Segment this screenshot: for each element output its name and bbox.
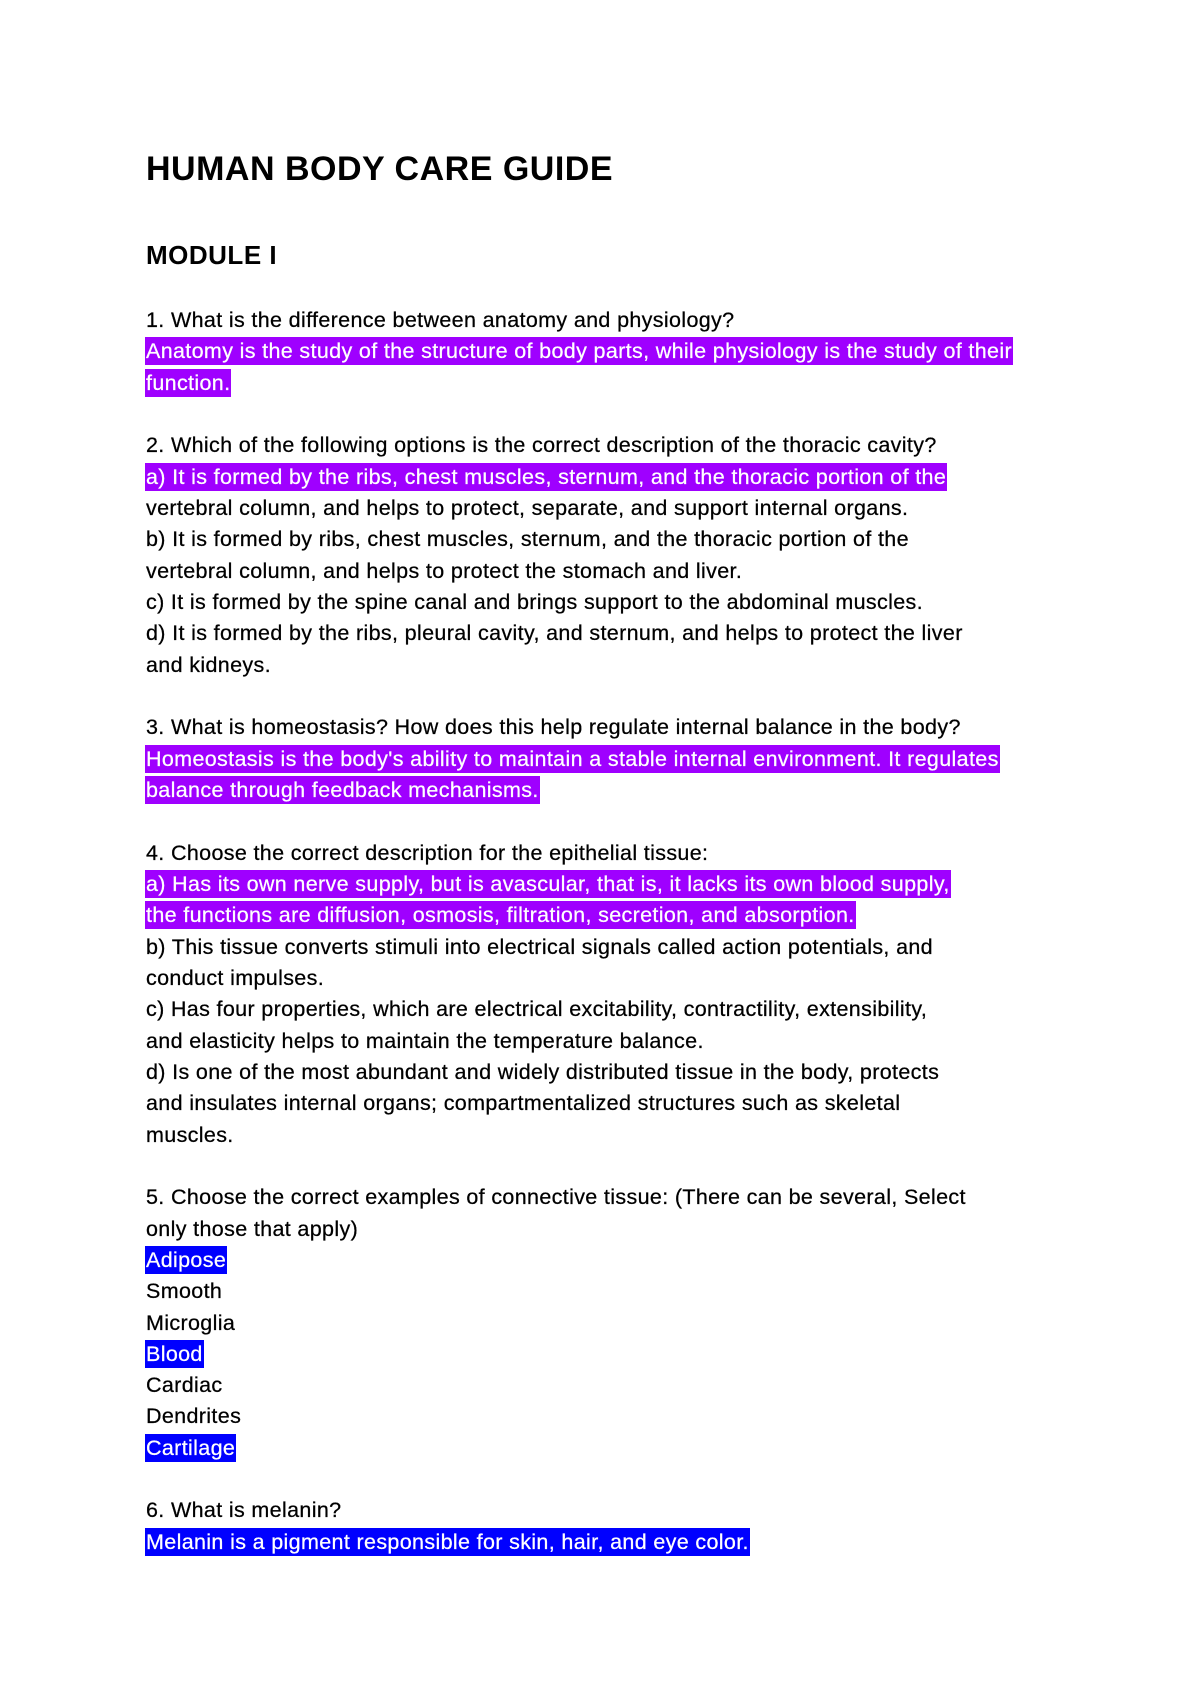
option-text: and insulates internal organs; compartmentalized structures such as skeletal bbox=[146, 1091, 901, 1116]
choice-item bbox=[146, 1245, 1013, 1276]
blank-line bbox=[146, 399, 1013, 430]
document-title: HUMAN BODY CARE GUIDE bbox=[146, 150, 614, 188]
option-text: muscles. bbox=[146, 1122, 234, 1147]
choice-text: Cartilage bbox=[146, 1435, 236, 1460]
choice-text: Cardiac bbox=[146, 1373, 223, 1398]
blank-line bbox=[146, 806, 1013, 837]
question-2 bbox=[146, 430, 1013, 681]
option-line bbox=[146, 1120, 1013, 1151]
choice-item bbox=[146, 1339, 1013, 1370]
option-text: the functions are diffusion, osmosis, filtration, secretion, and absorption. bbox=[146, 903, 855, 928]
option-line bbox=[146, 994, 1013, 1025]
question-6 bbox=[146, 1495, 1013, 1558]
answer-line bbox=[146, 775, 1013, 806]
option-text: b) It is formed by ribs, chest muscles, sternum, and the thoracic portion of the bbox=[146, 527, 909, 552]
answer-line bbox=[146, 336, 1013, 367]
option-line bbox=[146, 932, 1013, 963]
question-text: 2. Which of the following options is the correct description of the thoracic cavity? bbox=[146, 433, 937, 458]
option-text: and elasticity helps to maintain the temperature balance. bbox=[146, 1028, 704, 1053]
choice-text: Dendrites bbox=[146, 1404, 242, 1429]
choice-item bbox=[146, 1433, 1013, 1464]
blank-line bbox=[146, 1464, 1013, 1495]
question-text: 4. Choose the correct description for the epithelial tissue: bbox=[146, 840, 709, 865]
option-text: a) It is formed by the ribs, chest muscles, sternum, and the thoracic portion of the bbox=[146, 464, 947, 489]
option-line bbox=[146, 869, 1013, 900]
option-text: d) Is one of the most abundant and widely distributed tissue in the body, protects bbox=[146, 1059, 940, 1084]
option-line bbox=[146, 650, 1013, 681]
answer-text: Homeostasis is the body's ability to maintain a stable internal environment. It regulates bbox=[146, 746, 999, 771]
answer-line bbox=[146, 1527, 1013, 1558]
answer-line bbox=[146, 368, 1013, 399]
answer-text: function. bbox=[146, 370, 231, 395]
option-line bbox=[146, 618, 1013, 649]
option-line bbox=[146, 462, 1013, 493]
choice-text: Blood bbox=[146, 1341, 203, 1366]
option-line bbox=[146, 1088, 1013, 1119]
option-line bbox=[146, 556, 1013, 587]
choice-item bbox=[146, 1276, 1013, 1307]
option-line bbox=[146, 524, 1013, 555]
blank-line bbox=[146, 1151, 1013, 1182]
blank-line bbox=[146, 681, 1013, 712]
choice-item bbox=[146, 1308, 1013, 1339]
choice-item bbox=[146, 1370, 1013, 1401]
option-line bbox=[146, 1057, 1013, 1088]
question-text: 6. What is melanin? bbox=[146, 1498, 342, 1523]
answer-text: Anatomy is the study of the structure of body parts, while physiology is the study of their bbox=[146, 339, 1012, 364]
choice-item bbox=[146, 1401, 1013, 1432]
option-line bbox=[146, 963, 1013, 994]
question-text: only those that apply) bbox=[146, 1216, 359, 1241]
question-5 bbox=[146, 1182, 1013, 1464]
option-text: c) It is formed by the spine canal and brings support to the abdominal muscles. bbox=[146, 589, 923, 614]
choice-text: Smooth bbox=[146, 1279, 223, 1304]
answer-text: Melanin is a pigment responsible for skin, hair, and eye color. bbox=[146, 1529, 749, 1554]
option-text: c) Has four properties, which are electrical excitability, contractility, extensibility, bbox=[146, 997, 928, 1022]
answer-text: balance through feedback mechanisms. bbox=[146, 777, 539, 802]
document-body bbox=[146, 305, 1013, 1558]
option-line bbox=[146, 493, 1013, 524]
question-text: 5. Choose the correct examples of connective tissue: (There can be several, Select bbox=[146, 1185, 966, 1210]
option-text: vertebral column, and helps to protect the stomach and liver. bbox=[146, 558, 743, 583]
question-text: 1. What is the difference between anatomy and physiology? bbox=[146, 308, 735, 332]
question-3 bbox=[146, 712, 1013, 806]
option-text: a) Has its own nerve supply, but is avascular, that is, it lacks its own blood supply, bbox=[146, 871, 950, 896]
option-text: b) This tissue converts stimuli into electrical signals called action potentials, and bbox=[146, 934, 933, 959]
option-text: and kidneys. bbox=[146, 652, 271, 677]
option-line bbox=[146, 587, 1013, 618]
answer-line bbox=[146, 744, 1013, 775]
option-text: vertebral column, and helps to protect, separate, and support internal organs. bbox=[146, 495, 909, 520]
option-text: conduct impulses. bbox=[146, 965, 325, 990]
option-line bbox=[146, 1026, 1013, 1057]
question-text: 3. What is homeostasis? How does this help regulate internal balance in the body? bbox=[146, 715, 961, 740]
choice-text: Microglia bbox=[146, 1310, 236, 1335]
option-line bbox=[146, 900, 1013, 931]
question-1 bbox=[146, 305, 1013, 399]
module-heading: MODULE I bbox=[146, 240, 278, 270]
question-4 bbox=[146, 838, 1013, 1151]
choice-text: Adipose bbox=[146, 1247, 227, 1272]
option-text: d) It is formed by the ribs, pleural cavity, and sternum, and helps to protect the liver bbox=[146, 621, 963, 646]
